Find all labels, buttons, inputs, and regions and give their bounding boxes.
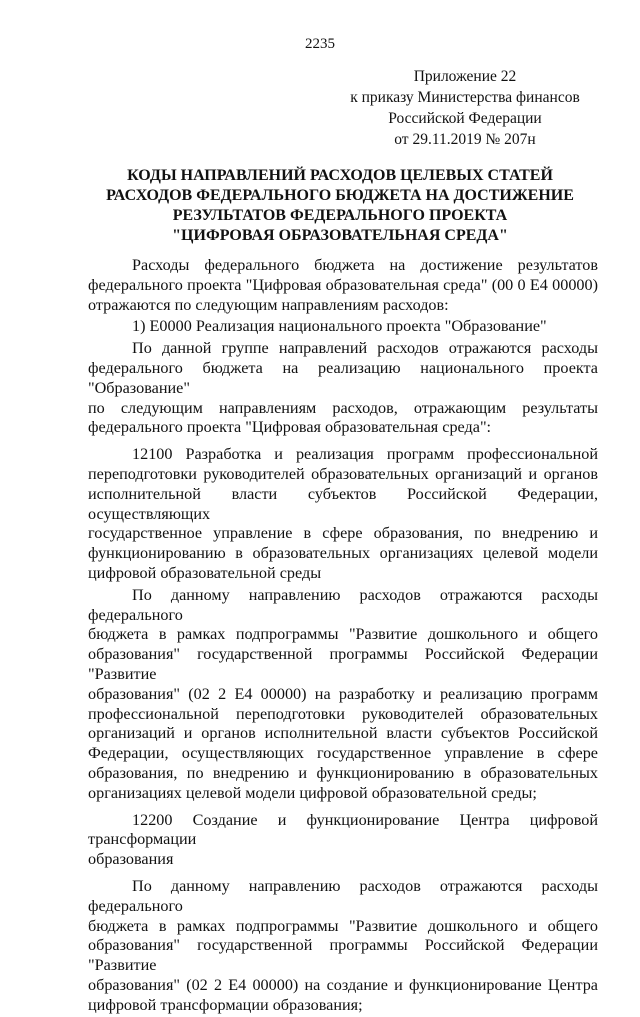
paragraph-line: Расходы федерального бюджета на достижение результатов — [132, 256, 598, 274]
paragraph — [88, 339, 598, 438]
paragraph — [88, 445, 598, 584]
paragraph — [88, 586, 598, 804]
paragraph — [88, 877, 598, 1016]
appendix-line: к приказу Министерства финансов — [350, 89, 580, 106]
document-body — [88, 256, 598, 1017]
paragraph — [88, 256, 598, 315]
title-line: РЕЗУЛЬТАТОВ ФЕДЕРАЛЬНОГО ПРОЕКТА — [172, 207, 508, 224]
paragraph-line: государственное управление в сфере образования, по внедрению и — [88, 524, 598, 543]
paragraph-line: 1) Е0000 Реализация национального проекта "Образование" — [132, 317, 547, 336]
paragraph-line: функционированию в образовательных организациях целевой модели — [88, 544, 598, 563]
paragraph-line: образования" государственной программы Российской Федерации "Развитие — [88, 936, 598, 975]
title-line: РАСХОДОВ ФЕДЕРАЛЬНОГО БЮДЖЕТА НА ДОСТИЖЕНИЕ — [106, 187, 574, 204]
paragraph-line: 12200 Создание и функционирование Центра цифровой трансформации — [88, 810, 598, 849]
paragraph-line: 12100 Разработка и реализация программ профессиональной — [132, 445, 598, 464]
paragraph-line: образования" (02 2 Е4 00000) на разработку и реализацию программ — [88, 684, 598, 703]
appendix-line: Приложение 22 — [413, 68, 517, 85]
paragraph — [88, 811, 598, 870]
paragraph-line: По данной группе направлений расходов отражаются расходы — [132, 339, 598, 358]
paragraph-line: организаций и органов исполнительной власти субъектов Российской — [88, 724, 598, 743]
paragraph-line: профессиональной переподготовки руководителей образовательных — [88, 704, 598, 723]
paragraph-line: бюджета в рамках подпрограммы "Развитие дошкольного и общего — [88, 625, 598, 644]
paragraph-line: по следующим направлениям расходов, отражающим результаты — [88, 398, 598, 417]
appendix-line: от 29.11.2019 № 207н — [394, 131, 536, 148]
title-line: "ЦИФРОВАЯ ОБРАЗОВАТЕЛЬНАЯ СРЕДА" — [172, 227, 508, 244]
paragraph-line: организациях целевой модели цифровой образовательной среды; — [88, 783, 537, 802]
paragraph-line: образования, по внедрению и функционированию в образовательных — [88, 763, 598, 782]
paragraph — [88, 317, 598, 337]
paragraph-line: федерального проекта "Цифровая образовательная среда" (00 0 Е4 00000) — [88, 275, 598, 294]
paragraph-line: исполнительной власти субъектов Российской Федерации, осуществляющих — [88, 484, 598, 523]
paragraph-line: По данному направлению расходов отражаются расходы федерального — [88, 876, 598, 915]
paragraph-line: цифровой трансформации образования; — [88, 995, 363, 1014]
paragraph-line: образования — [88, 850, 174, 869]
appendix-block — [340, 66, 590, 150]
paragraph-line: цифровой образовательной среды — [88, 563, 322, 582]
paragraph-line: образования" государственной программы Российской Федерации "Развитие — [88, 645, 598, 683]
paragraph-line: образования" (02 2 Е4 00000) на создание и функционирование Центра — [88, 975, 598, 994]
paragraph-line: федерального бюджета на реализацию национального проекта "Образование" — [88, 358, 598, 397]
page-number: 2235 — [305, 36, 335, 52]
document-title — [85, 166, 595, 246]
title-line: КОДЫ НАПРАВЛЕНИЙ РАСХОДОВ ЦЕЛЕВЫХ СТАТЕЙ — [127, 167, 553, 184]
paragraph-line: переподготовки руководителей образовательных организаций и органов — [88, 464, 598, 483]
paragraph-line: бюджета в рамках подпрограммы "Развитие дошкольного и общего — [88, 916, 598, 935]
paragraph-line: По данному направлению расходов отражаются расходы федерального — [88, 585, 598, 624]
paragraph-line: отражаются по следующим направлениям расходов: — [88, 295, 449, 314]
appendix-line: Российской Федерации — [388, 110, 542, 127]
paragraph-line: Федерации, осуществляющих государственное управление в сфере — [88, 744, 598, 763]
paragraph-line: федерального проекта "Цифровая образовательная среда": — [88, 418, 492, 437]
